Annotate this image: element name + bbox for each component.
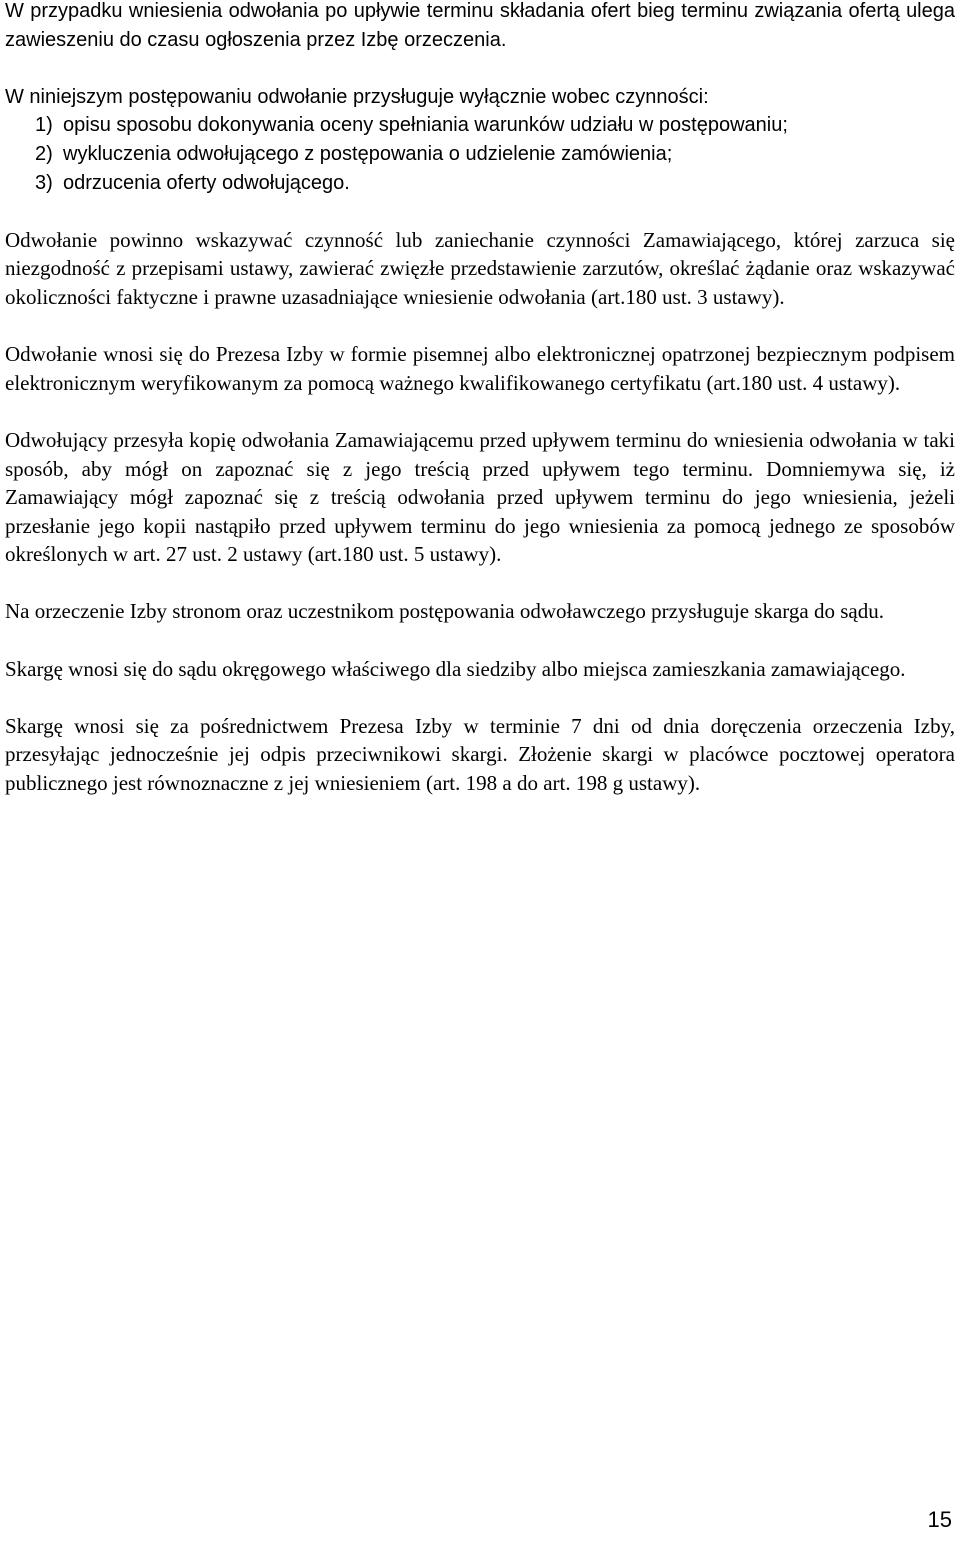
list-item-number: 2) [35, 142, 53, 165]
paragraph-complaint-right: Na orzeczenie Izby stronom oraz uczestnikom postępowania odwoławczego przysługuje skarga do sądu. [5, 599, 884, 624]
page-number: 15 [927, 1507, 952, 1532]
list-item-text: wykluczenia odwołującego z postępowania o udzielenie zamówienia; [63, 142, 673, 165]
paragraph-submission: Odwołanie wnosi się do Prezesa Izby w formie pisemnej albo elektronicznej opatrzonej bezpiecznym podpisem elektronicznym weryfikowanym za pomocą ważnego kwalifikowanego certyfikatu (art.180 ust. 4 ustawy). [5, 342, 955, 395]
list-item [5, 111, 955, 140]
list-item [5, 169, 955, 198]
document-page [5, 0, 955, 826]
paragraph-complaint-procedure: Skargę wnosi się za pośrednictwem Prezesa Izby w terminie 7 dni od dnia doręczenia orzeczenia Izby, przesyłając jednocześnie jej odpis przeciwnikowi skargi. Złożenie skargi w placówce pocztowej operatora publicznego jest równoznaczne z jej wniesieniem (art. 198 a do art. 198 g ustawy). [5, 713, 955, 796]
paragraph-copy: Odwołujący przesyła kopię odwołania Zamawiającemu przed upływem terminu do wniesienia odwołania w taki sposób, aby mógł on zapoznać się z jego treścią przed upływem tego terminu. Domniemywa się, iż Zamawiający mógł zapoznać się z treścią odwołania przed upływem terminu do jego wniesienia, jeżeli przesłanie jego kopii nastąpiło przed upływem terminu do jego wniesienia za pomocą jednego ze sposobów określonych w art. 27 ust. 2 ustawy (art.180 ust. 5 ustawy). [5, 427, 955, 567]
list-item-text: opisu sposobu dokonywania oceny spełniania warunków udziału w postępowaniu; [63, 114, 788, 137]
appeal-scope-section [5, 83, 955, 197]
list-item-number: 3) [35, 171, 53, 194]
list-intro: W niniejszym postępowaniu odwołanie przysługuje wyłącznie wobec czynności: [5, 85, 709, 108]
paragraph-suspension: W przypadku wniesienia odwołania po upływie terminu składania ofert bieg terminu związania ofertą ulega zawieszeniu do czasu ogłoszenia przez Izbę orzeczenia. [5, 0, 955, 51]
list-item-text: odrzucenia oferty odwołującego. [63, 171, 350, 194]
paragraph-complaint-court: Skargę wnosi się do sądu okręgowego właściwego dla siedziby albo miejsca zamieszkania zamawiającego. [5, 656, 906, 681]
appeal-scope-list [5, 111, 955, 197]
paragraph-requirements: Odwołanie powinno wskazywać czynność lub zaniechanie czynności Zamawiającego, której zarzuca się niezgodność z przepisami ustawy, zawierać zwięzłe przedstawienie zarzutów, określać żądanie oraz wskazywać okoliczności faktyczne i prawne uzasadniające wniesienie odwołania (art.180 ust. 3 ustawy). [5, 227, 955, 309]
list-item-number: 1) [35, 114, 53, 137]
list-item [5, 140, 955, 169]
